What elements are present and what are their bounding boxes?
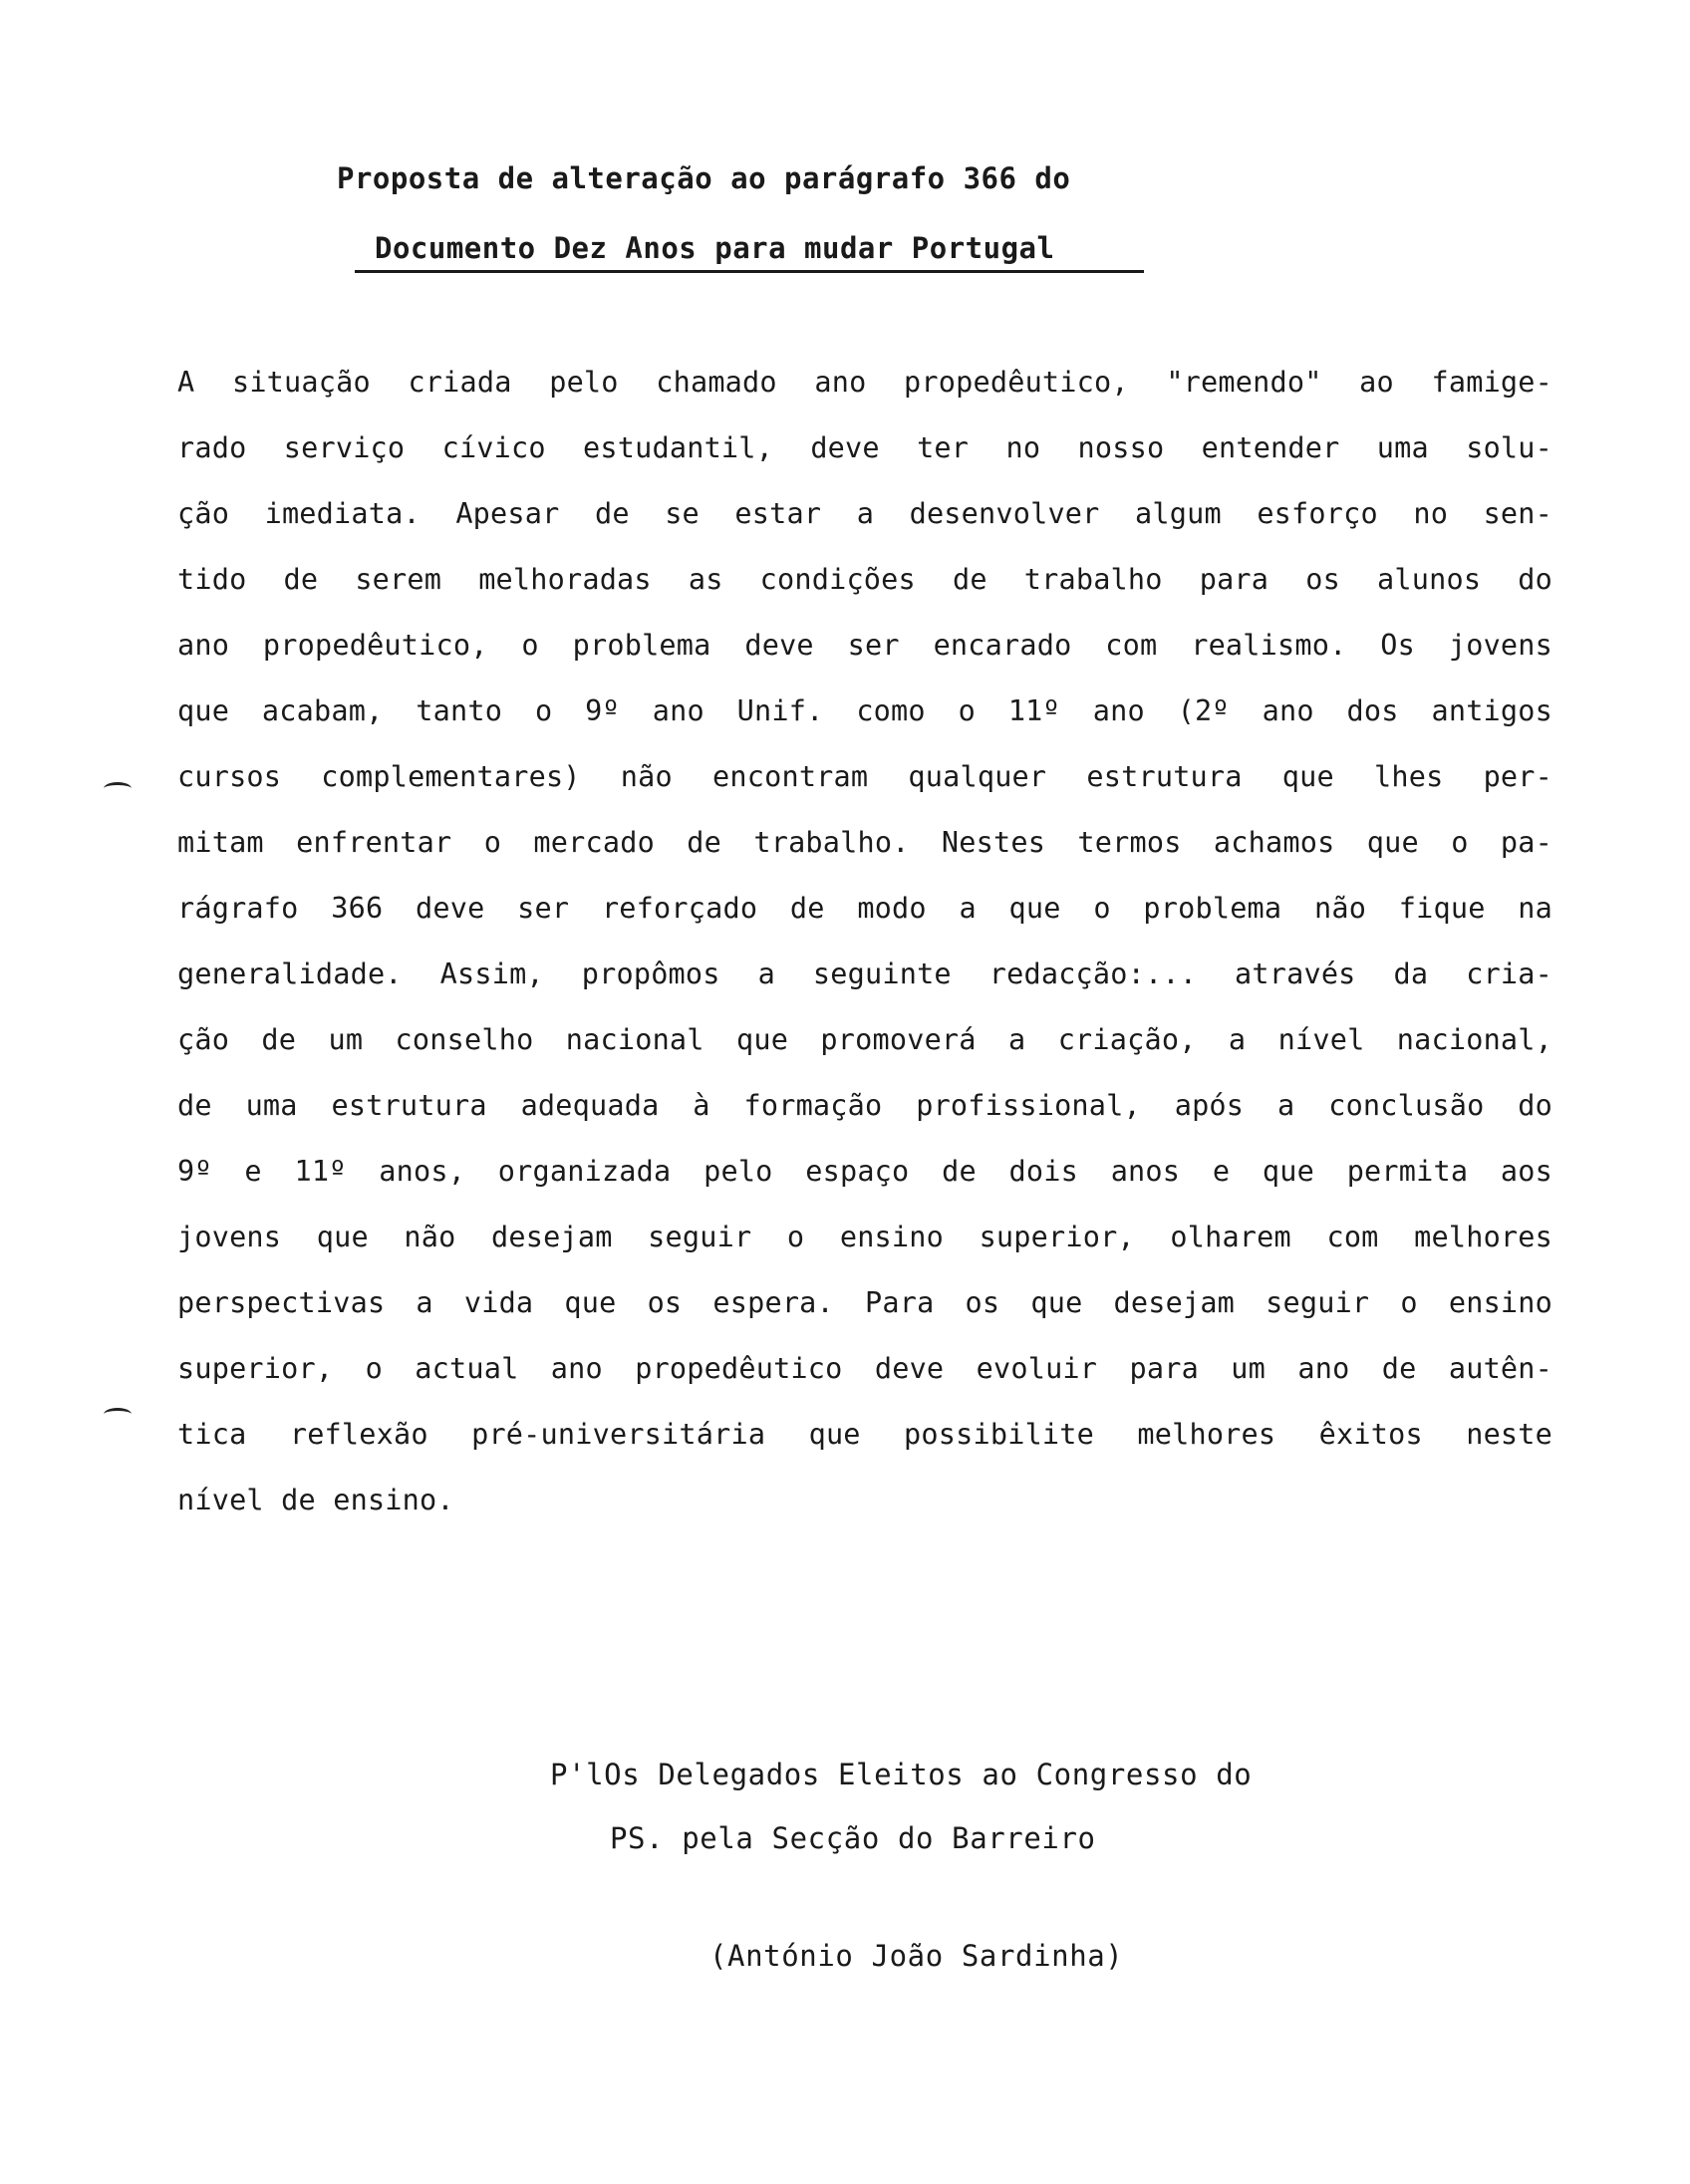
signature-line-1: P'lOs Delegados Eleitos ao Congresso do bbox=[550, 1758, 1253, 1791]
body-line: cursos complementares) não encontram qualquer estrutura que lhes per- bbox=[177, 760, 1552, 793]
body-line: jovens que não desejam seguir o ensino superior, olharem com melhores bbox=[177, 1221, 1552, 1253]
body-line: de uma estrutura adequada à formação profissional, após a conclusão do bbox=[177, 1089, 1552, 1122]
body-line: ano propedêutico, o problema deve ser encarado com realismo. Os jovens bbox=[177, 629, 1552, 662]
body-line: que acabam, tanto o 9º ano Unif. como o 11º ano (2º ano dos antigos bbox=[177, 694, 1552, 727]
body-line: perspectivas a vida que os espera. Para os que desejam seguir o ensino bbox=[177, 1286, 1552, 1319]
body-line: A situação criada pelo chamado ano propedêutico, "remendo" ao famige- bbox=[177, 366, 1552, 399]
body-line: rado serviço cívico estudantil, deve ter no nosso entender uma solu- bbox=[177, 431, 1552, 464]
body-line-last: nível de ensino. bbox=[177, 1484, 454, 1516]
body-line: mitam enfrentar o mercado de trabalho. Nestes termos achamos que o pa- bbox=[177, 826, 1552, 859]
body-line: generalidade. Assim, propômos a seguinte redacção:... através da cria- bbox=[177, 957, 1552, 990]
document-title-line-1: Proposta de alteração ao parágrafo 366 do bbox=[337, 161, 1071, 195]
body-line: 9º e 11º anos, organizada pelo espaço de dois anos e que permita aos bbox=[177, 1155, 1552, 1188]
signatory-name: (António João Sardinha) bbox=[709, 1939, 1124, 1973]
document-title-line-2: Documento Dez Anos para mudar Portugal bbox=[375, 231, 1055, 265]
body-line: ção de um conselho nacional que promoverá a criação, a nível nacional, bbox=[177, 1023, 1552, 1056]
body-line: superior, o actual ano propedêutico deve evoluir para um ano de autên- bbox=[177, 1352, 1552, 1385]
title-underline bbox=[355, 270, 1144, 273]
body-line: rágrafo 366 deve ser reforçado de modo a que o problema não fique na bbox=[177, 892, 1552, 925]
margin-tick-mark bbox=[104, 1408, 132, 1421]
body-line: ção imediata. Apesar de se estar a desenvolver algum esforço no sen- bbox=[177, 497, 1552, 530]
body-line: tido de serem melhoradas as condições de trabalho para os alunos do bbox=[177, 563, 1552, 596]
signature-line-2: PS. pela Secção do Barreiro bbox=[610, 1821, 1096, 1855]
body-line: tica reflexão pré-universitária que possibilite melhores êxitos neste bbox=[177, 1418, 1552, 1451]
margin-tick-mark bbox=[104, 782, 132, 795]
